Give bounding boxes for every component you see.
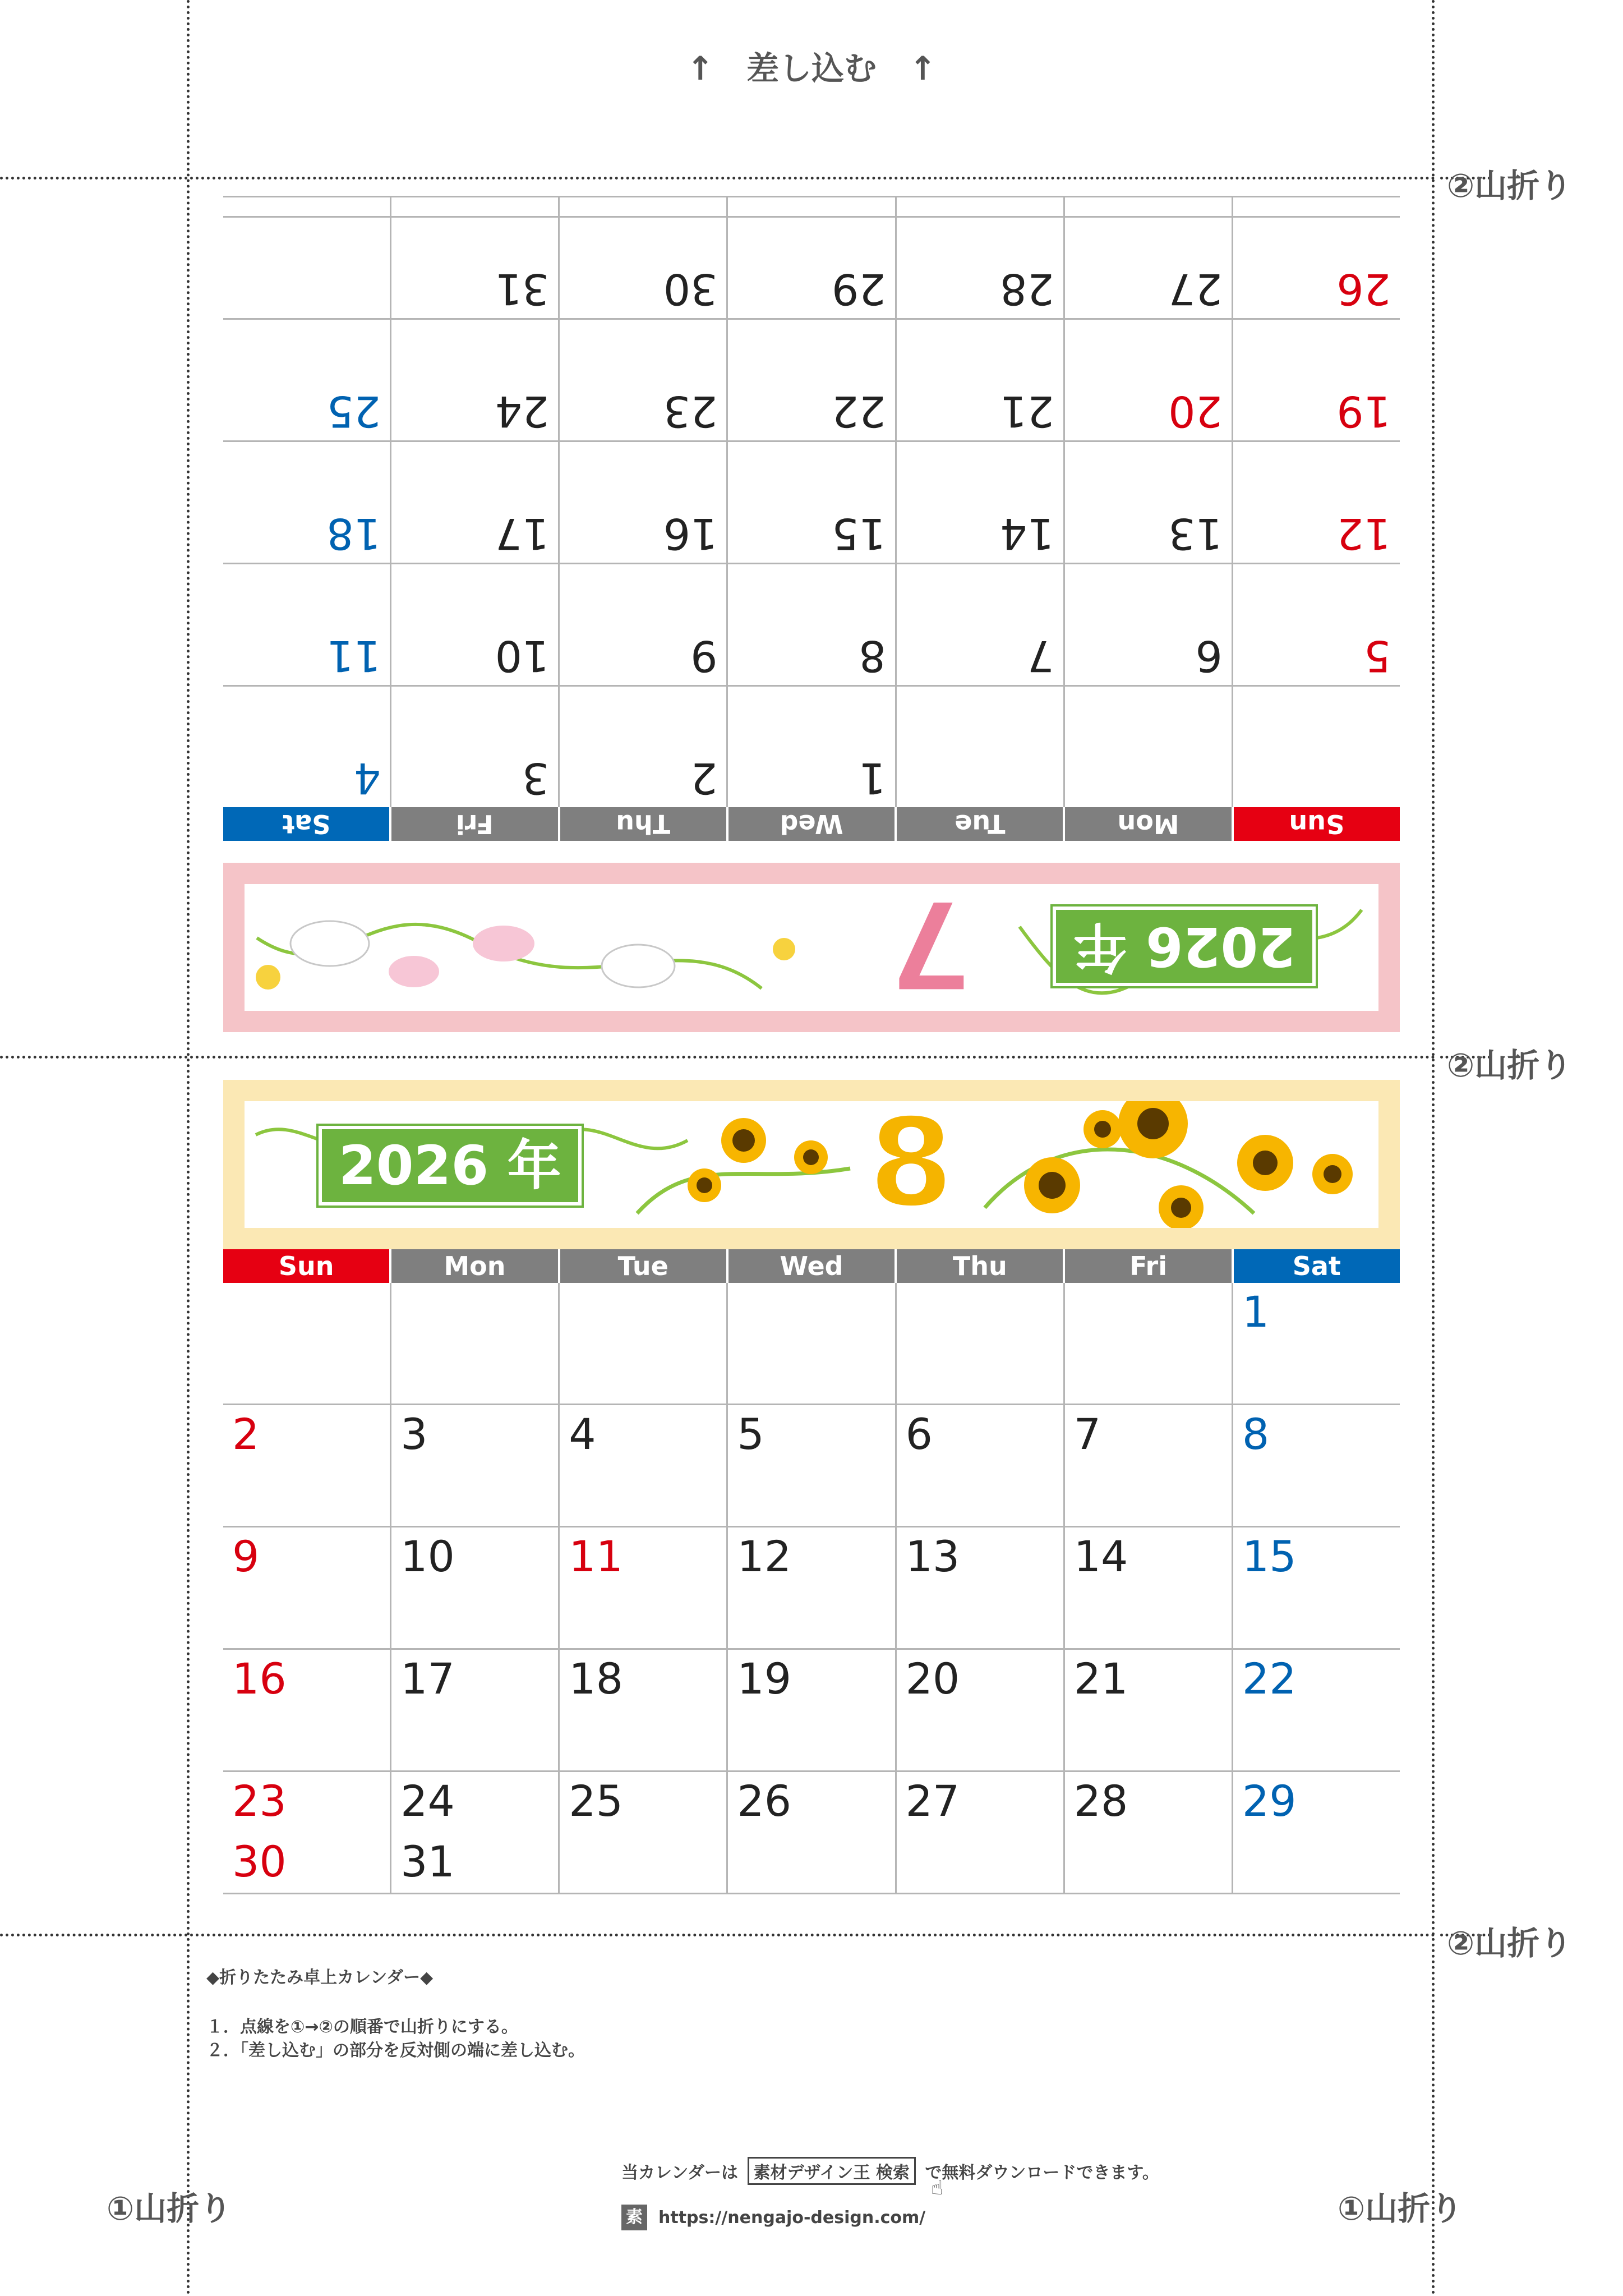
day-number: 24 — [495, 386, 550, 436]
day-number: 4 — [569, 1409, 596, 1459]
day-cell — [560, 1283, 728, 1404]
fold2-label-bottom: ②山折り — [1447, 1924, 1573, 1962]
day-number: 20 — [1168, 386, 1223, 436]
day-number: 27 — [1168, 264, 1223, 314]
day-cell — [223, 1527, 391, 1648]
day-cell — [1065, 1527, 1233, 1648]
instructions-step2: ２．「差し込む」の部分を反対側の端に差し込む。 — [206, 2041, 585, 2060]
insert-label: ↑ 差し込む ↑ — [686, 49, 937, 88]
day-cell — [728, 1405, 896, 1526]
weekday-thu: Thu — [558, 807, 726, 841]
day-number: 22 — [1242, 1654, 1297, 1704]
footer-url-line — [621, 2205, 925, 2230]
day-number: 30 — [663, 264, 718, 314]
day-number: 14 — [1000, 509, 1054, 559]
day-cell — [897, 1283, 1065, 1404]
day-cell — [1063, 320, 1232, 440]
july-weeks — [223, 196, 1400, 807]
day-cell — [1065, 1650, 1233, 1770]
day-number: 21 — [1073, 1654, 1128, 1704]
footer-prefix: 当カレンダーは — [621, 2163, 739, 2183]
day-number: 29 — [831, 264, 886, 314]
day-number: 16 — [232, 1654, 287, 1704]
week-row — [223, 196, 1400, 318]
day-number: 19 — [1336, 386, 1391, 436]
day-number: 13 — [1168, 509, 1223, 559]
day-number: 25 — [326, 386, 381, 436]
july-calendar — [223, 196, 1400, 841]
instructions-title: ◆折りたたみ卓上カレンダー◆ — [206, 1968, 434, 1987]
july-year-label: 2026 年 — [1053, 907, 1316, 986]
fold1-label-right: ①山折り — [1338, 2189, 1463, 2228]
day-number: 16 — [663, 509, 718, 559]
day-cell — [895, 564, 1063, 685]
weekday-tue: Tue — [895, 807, 1063, 841]
day-number: 7 — [1073, 1409, 1101, 1459]
fold2-line-middle — [0, 1056, 1436, 1059]
day-cell — [223, 1650, 391, 1770]
weekday-sat: Sat — [1234, 1249, 1400, 1283]
weekday-wed: Wed — [728, 1249, 897, 1283]
day-cell — [1233, 1405, 1400, 1526]
weekday-wed: Wed — [726, 807, 895, 841]
day-cell — [391, 1527, 560, 1648]
day-cell — [895, 320, 1063, 440]
day-cell — [1232, 687, 1400, 807]
day-number: 7 — [1027, 631, 1054, 681]
august-weeks — [223, 1283, 1400, 1894]
week-row — [223, 1405, 1400, 1527]
day-number: 3 — [522, 753, 550, 803]
day-cell — [1233, 1283, 1400, 1404]
day-number: 28 — [1073, 1776, 1128, 1826]
day-cell — [1065, 1405, 1233, 1526]
day-number: 22 — [831, 386, 886, 436]
day-number: 20 — [905, 1654, 960, 1704]
fold1-line-right — [1432, 0, 1435, 2296]
day-number: 25 — [569, 1776, 623, 1826]
day-number: 8 — [1242, 1409, 1270, 1459]
day-cell — [728, 1650, 896, 1770]
day-cell — [726, 320, 895, 440]
day-cell — [1065, 1283, 1233, 1404]
pointer-hand-icon: ☝ — [931, 2177, 943, 2200]
day-cell — [223, 442, 390, 563]
fold1-line-left — [187, 0, 190, 2296]
week-row — [223, 1527, 1400, 1650]
day-number: 23 — [663, 386, 718, 436]
day-cell — [558, 320, 726, 440]
weekday-mon: Mon — [391, 1249, 560, 1283]
day-number: 14 — [1073, 1531, 1128, 1581]
day-number: 18 — [326, 509, 381, 559]
week-row — [223, 1772, 1400, 1894]
day-number: 4 — [353, 753, 381, 803]
day-cell — [726, 687, 895, 807]
day-number: 6 — [1195, 631, 1223, 681]
day-number: 10 — [400, 1531, 455, 1581]
july-banner — [223, 863, 1400, 1032]
fold2-line-top — [0, 177, 1436, 180]
july-weekday-header — [223, 807, 1400, 841]
day-cell — [895, 442, 1063, 563]
day-number: 29 — [1242, 1776, 1297, 1826]
july-section — [223, 216, 1400, 1032]
footer-suffix: で無料ダウンロードできます。 — [925, 2163, 1159, 2183]
day-number: 5 — [1363, 631, 1391, 681]
day-cell — [223, 320, 390, 440]
day-number: 10 — [495, 631, 550, 681]
day-number: 21 — [1000, 386, 1054, 436]
day-cell — [223, 1283, 391, 1404]
day-cell — [390, 564, 558, 685]
day-cell — [560, 1650, 728, 1770]
fold1-label-left: ①山折り — [107, 2189, 232, 2228]
day-number: 15 — [1242, 1531, 1297, 1581]
day-cell — [560, 1405, 728, 1526]
day-number: 24 — [400, 1776, 455, 1826]
footer-url-link[interactable]: https://nengajo-design.com/ — [658, 2207, 926, 2228]
day-cell — [223, 1772, 391, 1893]
fold2-label-middle: ②山折り — [1447, 1046, 1573, 1084]
day-number: 6 — [905, 1409, 933, 1459]
day-cell — [390, 687, 558, 807]
fold2-line-bottom — [0, 1934, 1436, 1936]
day-number: 17 — [400, 1654, 455, 1704]
day-cell — [1232, 564, 1400, 685]
day-number: 31 — [400, 1837, 455, 1887]
august-calendar — [223, 1249, 1400, 1894]
day-cell — [223, 564, 390, 685]
week-row — [223, 685, 1400, 807]
week-row — [223, 1650, 1400, 1772]
day-cell — [1063, 687, 1232, 807]
day-number: 28 — [1000, 264, 1054, 314]
day-number: 1 — [1242, 1287, 1270, 1337]
day-number: 9 — [690, 631, 718, 681]
day-cell — [897, 1405, 1065, 1526]
weekday-fri: Fri — [389, 807, 557, 841]
day-cell — [1232, 320, 1400, 440]
day-cell — [1232, 442, 1400, 563]
day-number: 12 — [1336, 509, 1391, 559]
august-year-label: 2026 年 — [319, 1126, 582, 1205]
weekday-sun: Sun — [1232, 807, 1400, 841]
day-cell — [895, 687, 1063, 807]
day-number: 2 — [690, 753, 718, 803]
day-cell — [391, 1772, 560, 1893]
day-cell — [558, 564, 726, 685]
weekday-thu: Thu — [897, 1249, 1065, 1283]
day-cell — [726, 442, 895, 563]
day-number: 31 — [495, 264, 550, 314]
day-number: 19 — [737, 1654, 792, 1704]
day-number: 12 — [737, 1531, 792, 1581]
day-number: 11 — [326, 631, 381, 681]
day-cell — [560, 1772, 728, 1893]
day-cell — [391, 1650, 560, 1770]
day-cell — [1063, 442, 1232, 563]
day-cell — [390, 442, 558, 563]
weekday-mon: Mon — [1063, 807, 1231, 841]
day-cell — [726, 564, 895, 685]
day-number: 2 — [232, 1409, 260, 1459]
day-cell — [391, 1283, 560, 1404]
august-banner — [223, 1080, 1400, 1249]
day-cell — [728, 1772, 896, 1893]
day-number: 18 — [569, 1654, 623, 1704]
day-cell — [223, 687, 390, 807]
day-cell — [1233, 1772, 1400, 1893]
day-number: 8 — [859, 631, 886, 681]
day-cell — [223, 1405, 391, 1526]
weekday-sat: Sat — [223, 807, 389, 841]
instructions-step1: １．点線を①→②の順番で山折りにする。 — [206, 2017, 518, 2037]
day-cell — [560, 1527, 728, 1648]
week-row — [223, 563, 1400, 685]
footer-search-box[interactable]: 素材デザイン王 検索 — [748, 2157, 916, 2185]
day-cell — [1233, 1650, 1400, 1770]
day-number: 27 — [905, 1776, 960, 1826]
day-cell — [897, 1772, 1065, 1893]
day-cell — [558, 442, 726, 563]
day-number: 9 — [232, 1531, 260, 1581]
week-row — [223, 318, 1400, 440]
day-number: 17 — [495, 509, 550, 559]
day-number: 26 — [1336, 264, 1391, 314]
day-number: 1 — [859, 753, 886, 803]
day-number: 11 — [569, 1531, 623, 1581]
day-cell — [728, 1527, 896, 1648]
day-cell — [897, 1650, 1065, 1770]
site-logo-icon: 素 — [621, 2205, 647, 2230]
day-number: 13 — [905, 1531, 960, 1581]
week-row — [223, 440, 1400, 563]
day-cell — [1065, 1772, 1233, 1893]
august-month-number: 8 — [868, 1091, 955, 1235]
day-cell — [558, 687, 726, 807]
weekday-fri: Fri — [1065, 1249, 1233, 1283]
day-number: 5 — [737, 1409, 764, 1459]
day-number: 15 — [831, 509, 886, 559]
fold2-label-top: ②山折り — [1447, 167, 1573, 205]
july-top-border — [223, 216, 1400, 218]
day-number: 26 — [737, 1776, 792, 1826]
day-number: 23 — [232, 1776, 287, 1826]
day-cell — [391, 1405, 560, 1526]
week-row — [223, 1283, 1400, 1405]
footer-download-text — [621, 2157, 1159, 2185]
day-cell — [1063, 564, 1232, 685]
day-number: 3 — [400, 1409, 428, 1459]
day-cell — [897, 1527, 1065, 1648]
july-month-number: 7 — [887, 872, 974, 1015]
day-cell — [728, 1283, 896, 1404]
day-cell — [390, 320, 558, 440]
day-cell — [1233, 1527, 1400, 1648]
weekday-tue: Tue — [560, 1249, 728, 1283]
august-weekday-header — [223, 1249, 1400, 1283]
day-number: 30 — [232, 1837, 287, 1887]
weekday-sun: Sun — [223, 1249, 391, 1283]
